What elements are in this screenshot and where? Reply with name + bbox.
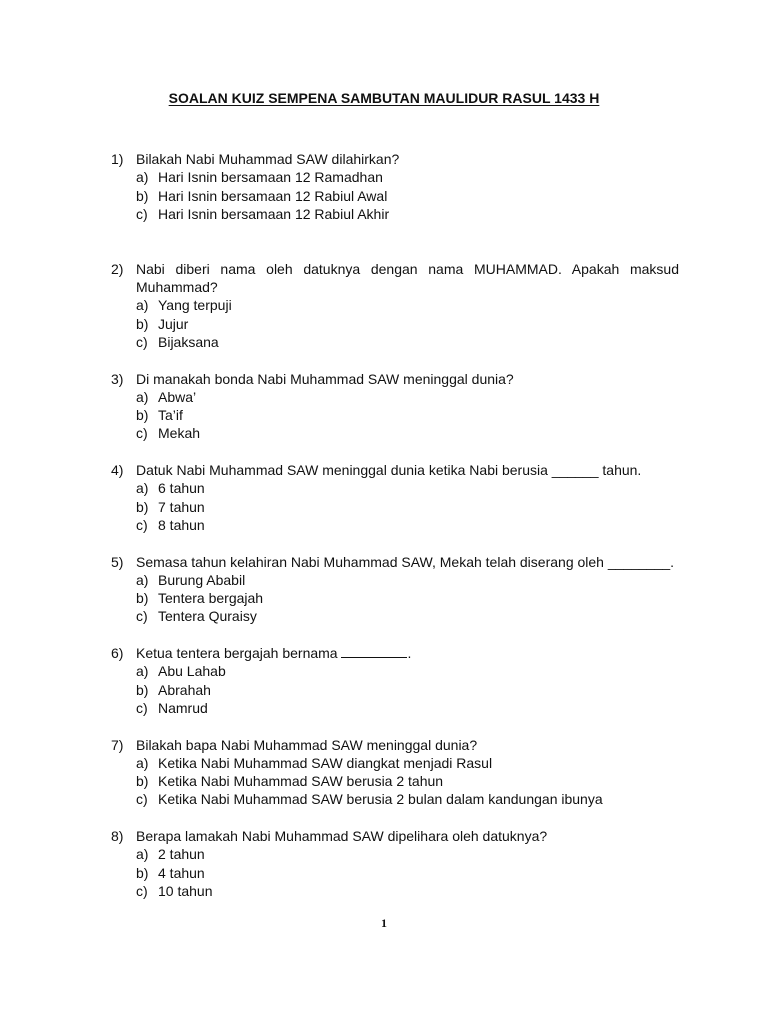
question-1 [111,150,679,260]
question-text: Semasa tahun kelahiran Nabi Muhammad SAW, Mekah telah diserang oleh ________. [136,553,675,570]
option-text: Bijaksana [158,333,219,350]
question-8 [111,827,679,900]
question-number: 4) [111,462,124,479]
option-b [136,589,679,607]
question-text: Berapa lamakah Nabi Muhammad SAW dipelihara oleh datuknya? [136,828,548,845]
option-label: c) [136,608,148,625]
option-text: Hari Isnin bersamaan 12 Rabiul Awal [158,187,388,204]
question-3 [111,370,679,462]
question-text: Nabi diberi nama oleh datuknya dengan nama MUHAMMAD. Apakah maksud Muhammad? [136,260,679,296]
question-text-before-blank: Ketua tentera bergajah bernama [136,645,342,662]
option-text: Hari Isnin bersamaan 12 Rabiul Akhir [158,205,390,222]
question-stem [111,370,679,388]
option-list [111,662,679,717]
option-text: Namrud [158,699,208,716]
option-label: c) [136,333,148,350]
page-title-text: SOALAN KUIZ SEMPENA SAMBUTAN MAULIDUR RASUL 1433 H [168,90,600,106]
option-label: b) [136,681,149,698]
option-list [111,296,679,351]
option-text: Tentera Quraisy [158,608,257,625]
question-stem [111,827,679,845]
question-stem [111,736,679,754]
question-5 [111,553,679,645]
option-label: a) [136,663,149,680]
question-stem [111,553,679,571]
option-c [136,205,679,223]
option-text: 2 tahun [158,846,205,863]
option-a [136,662,679,680]
option-text: Burung Ababil [158,571,246,588]
option-b [136,681,679,699]
option-c [136,607,679,625]
question-4 [111,461,679,553]
option-text: Ta’if [158,407,183,424]
question-number: 1) [111,151,124,167]
option-text: Ketika Nabi Muhammad SAW berusia 2 bulan dalam kandungan ibunya [158,791,603,808]
option-label: a) [136,571,149,588]
option-text: Abrahah [158,681,211,698]
question-text: Di manakah bonda Nabi Muhammad SAW meninggal dunia? [136,370,514,387]
option-c [136,516,679,534]
option-text: Abu Lahab [158,663,226,680]
question-stem [111,150,679,168]
option-label: b) [136,590,149,607]
option-list [111,168,679,223]
question-number: 7) [111,736,124,753]
option-label: a) [136,754,149,771]
option-label: b) [136,407,149,424]
option-label: c) [136,699,148,716]
option-a [136,845,679,863]
option-text: Jujur [158,315,189,332]
option-list [111,571,679,626]
option-a [136,168,679,186]
option-label: c) [136,205,148,222]
question-text [136,644,679,662]
option-text: 7 tahun [158,498,205,515]
option-a [136,479,679,497]
question-number: 6) [111,645,124,662]
question-stem [111,461,679,479]
question-stem [111,260,679,297]
option-b [136,406,679,424]
option-list [111,845,679,900]
option-label: c) [136,425,148,442]
option-text: 8 tahun [158,516,205,533]
option-text: Ketika Nabi Muhammad SAW diangkat menjadi Rasul [158,754,493,771]
option-a [136,754,679,772]
page-title [0,89,768,107]
question-number: 2) [111,260,124,277]
option-label: a) [136,480,149,497]
option-c [136,699,679,717]
option-text: Tentera bergajah [158,590,264,607]
question-6 [111,644,679,736]
answer-blank [341,645,407,658]
option-label: a) [136,388,149,405]
option-a [136,296,679,314]
option-list [111,479,679,534]
question-text: Bilakah bapa Nabi Muhammad SAW meninggal dunia? [136,736,478,753]
option-c [136,882,679,900]
option-label: a) [136,297,149,314]
question-list [111,150,679,900]
option-label: a) [136,846,149,863]
option-text: Hari Isnin bersamaan 12 Ramadhan [158,169,383,186]
option-b [136,315,679,333]
option-label: c) [136,882,148,899]
option-b [136,187,679,205]
option-label: b) [136,315,149,332]
option-label: b) [136,498,149,515]
option-a [136,388,679,406]
page-number: 1 [381,916,387,930]
option-b [136,772,679,790]
option-text: Abwa’ [158,388,197,405]
question-7 [111,736,679,828]
option-a [136,571,679,589]
question-number: 3) [111,370,124,387]
question-text: Bilakah Nabi Muhammad SAW dilahirkan? [136,151,400,167]
question-number: 5) [111,553,124,570]
question-2 [111,260,679,370]
option-text: Yang terpuji [158,297,232,314]
question-text: Datuk Nabi Muhammad SAW meninggal dunia ketika Nabi berusia ______ tahun. [136,462,642,479]
question-stem [111,644,679,662]
option-label: b) [136,773,149,790]
option-label: a) [136,169,149,186]
option-list [111,754,679,809]
option-c [136,424,679,442]
option-c [136,790,679,808]
option-b [136,864,679,882]
question-text-after-blank: . [407,645,412,662]
option-c [136,333,679,351]
option-label: c) [136,791,148,808]
option-text: 10 tahun [158,882,213,899]
option-label: b) [136,187,149,204]
option-text: Mekah [158,425,201,442]
option-b [136,498,679,516]
option-text: 4 tahun [158,864,205,881]
question-number: 8) [111,828,124,845]
option-label: b) [136,864,149,881]
option-list [111,388,679,443]
option-text: 6 tahun [158,480,205,497]
option-label: c) [136,516,148,533]
option-text: Ketika Nabi Muhammad SAW berusia 2 tahun [158,773,444,790]
